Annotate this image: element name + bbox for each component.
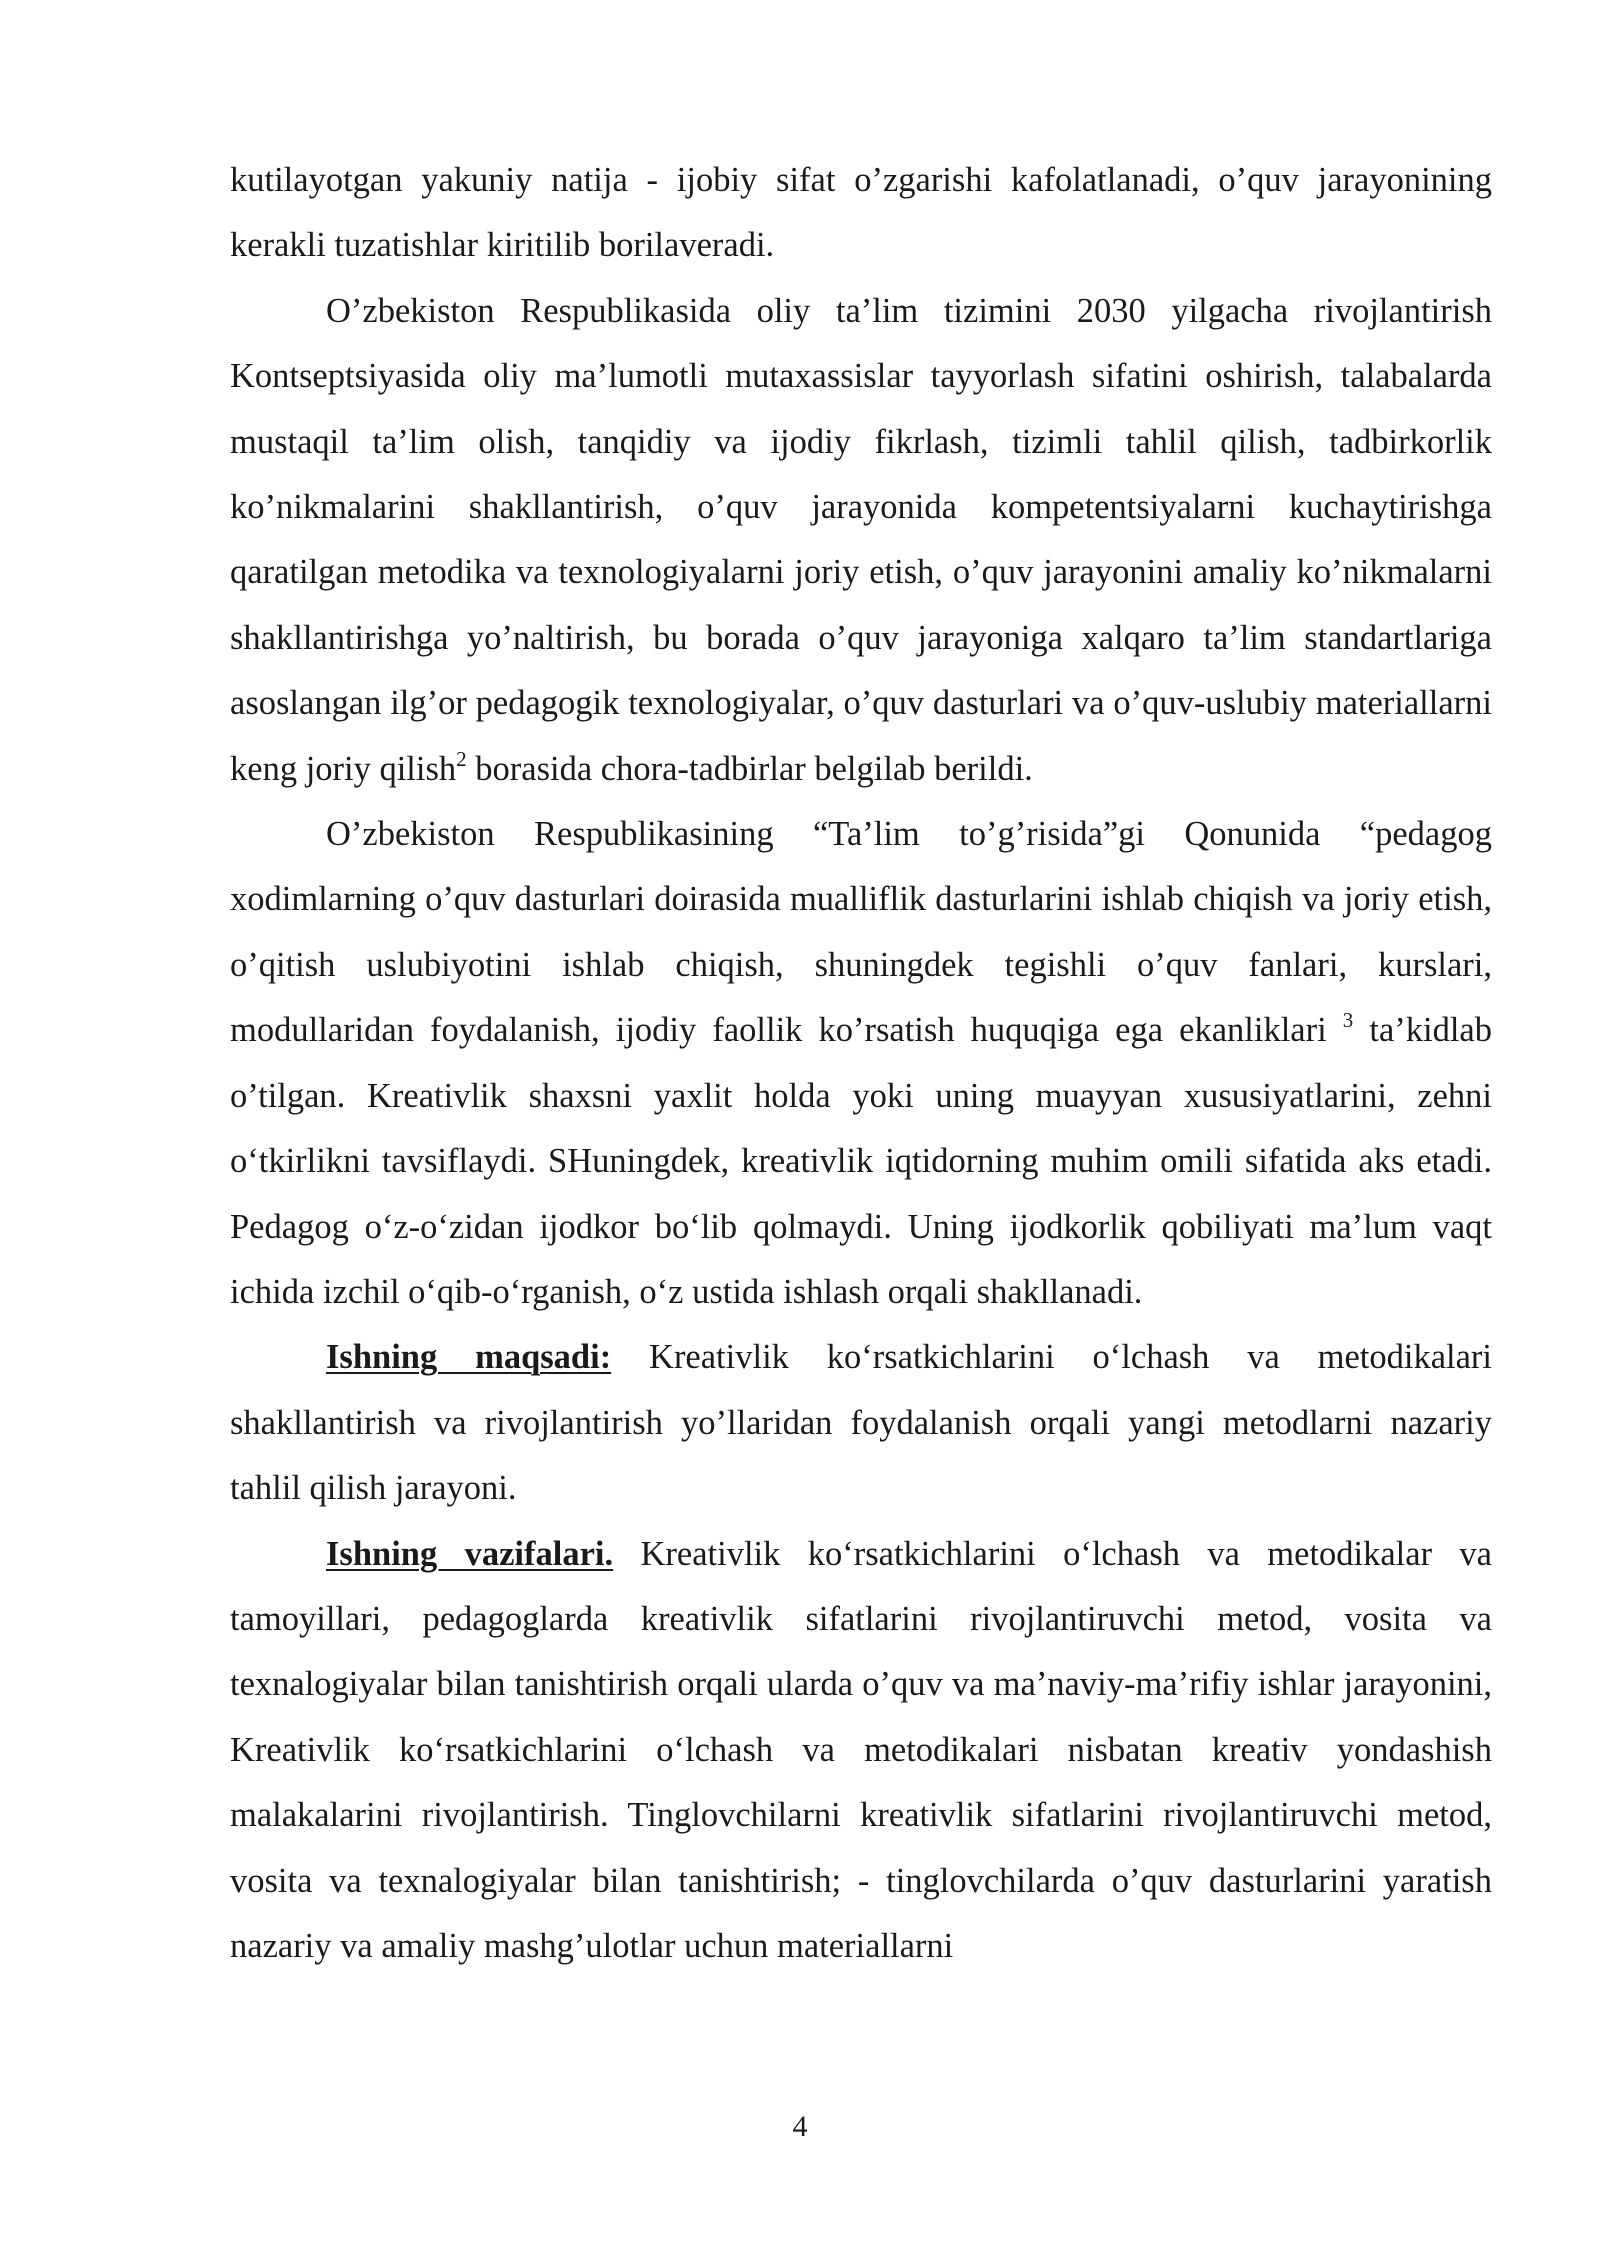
paragraph-text: O’zbekiston Respublikasining “Ta’lim to’g’risida”gi Qonunida “pedagog xodimlarning o’quv dasturlari doirasida mualliflik dasturlarini ishlab chiqish va joriy etish, o’qitish uslubiyotini ishlab chiqish, shuningdek tegishli o’quv fanlari, kurslari, modullaridan foydalanish, ijodiy faollik ko’rsatish huquqiga ega ekanliklari [230, 815, 1492, 1050]
paragraph-text: ta’kidlab o’tilgan. Kreativlik shaxsni yaxlit holda yoki uning muayyan xususiyatlarini, zehni oʻtkirlikni tavsiflaydi. SHuningdek, kreativlik iqtidorning muhim omili sifatida aks etadi. Pedagog oʻz-oʻzidan ijodkor boʻlib qolmaydi. Uning ijodkorlik qobiliyati ma’lum vaqt ichida izchil oʻqib-oʻrganish, oʻz ustida ishlash orqali shakllanadi. [230, 1011, 1492, 1311]
paragraph-text: borasida chora-tadbirlar belgilab berildi. [466, 749, 1033, 788]
footnote-ref-3[interactable]: 3 [1342, 1008, 1354, 1033]
body-text [230, 148, 1492, 1979]
paragraph-law [230, 802, 1492, 1325]
page-number: 4 [792, 2110, 808, 2143]
paragraph-text: Kreativlik koʻrsatkichlarini oʻlchash va metodikalar va tamoyillari, pedagoglarda kreativlik sifatlarini rivojlantiruvchi metod, vosita va texnalogiyalar bilan tanishtirish orqali ularda o’quv va ma’naviy-ma’rifiy ishlar jarayonini, Kreativlik koʻrsatkichlarini oʻlchash va metodikalari nisbatan kreativ yondashish malakalarini rivojlantirish. Tinglovchilarni kreativlik sifatlarini rivojlantiruvchi metod, vosita va texnalogiyalar bilan tanishtirish; - tinglovchilarda o’quv dasturlarini yaratish nazariy va amaliy mashg’ulotlar uchun materiallarni [230, 1534, 1492, 1965]
paragraph-text: O’zbekiston Respublikasida oliy ta’lim tizimini 2030 yilgacha rivojlantirish Kontseptsiyasida oliy ma’lumotli mutaxassislar tayyorlash sifatini oshirish, talabalarda mustaqil ta’lim olish, tanqidiy va ijodiy fikrlash, tizimli tahlil qilish, tadbirkorlik ko’nikmalarini shakllantirish, o’quv jarayonida kompetentsiyalarni kuchaytirishga qaratilgan metodika va texnologiyalarni joriy etish, o’quv jarayonini amaliy ko’nikmalarni shakllantirishga yo’naltirish, bu borada o’quv jarayoniga xalqaro ta’lim standartlariga asoslangan ilg’or pedagogik texnologiyalar, o’quv dasturlari va o’quv-uslubiy materiallarni keng joriy qilish [230, 291, 1492, 788]
paragraph-text: Kreativlik koʻrsatkichlarini oʻlchash va metodikalari shakllantirish va rivojlantirish yo’llaridan foydalanish orqali yangi metodlarni nazariy tahlil qilish jarayoni. [230, 1338, 1492, 1508]
paragraph-goal [230, 1325, 1492, 1521]
tasks-label: Ishning vazifalari. [326, 1534, 614, 1573]
footnote-ref-2[interactable]: 2 [456, 746, 467, 771]
paragraph-concept [230, 279, 1492, 802]
goal-label: Ishning maqsadi: [326, 1338, 612, 1377]
paragraph-continuation: kutilayotgan yakuniy natija - ijobiy sifat o’zgarishi kafolatlanadi, o’quv jarayonining kerakli tuzatishlar kiritilib borilaveradi. [230, 161, 1492, 265]
paragraph-tasks [230, 1522, 1492, 1980]
